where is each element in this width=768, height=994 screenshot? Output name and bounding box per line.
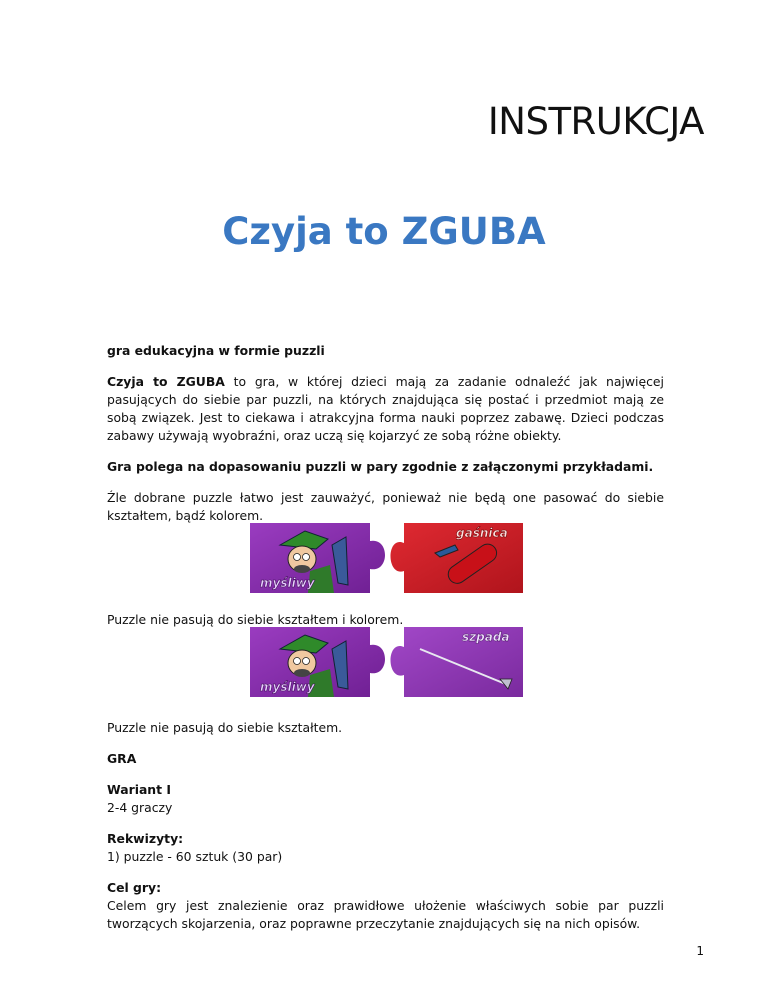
subtitle: gra edukacyjna w formie puzzli [107, 343, 325, 358]
puzzle-right-label-2: szpada [462, 630, 510, 644]
props-title: Rekwizyty: [107, 831, 184, 846]
caption-2: Puzzle nie pasują do siebie kształtem. [107, 720, 343, 735]
caption-1: Puzzle nie pasują do siebie kształtem i kolorem. [107, 612, 404, 627]
puzzle-example-1 [250, 523, 523, 593]
puzzle-left-label-2: myśliwy [260, 680, 315, 694]
puzzle-example-2 [250, 627, 523, 697]
puzzle-right-label-1: gaśnica [456, 526, 508, 540]
variant-players: 2-4 graczy [107, 800, 173, 815]
variant-title: Wariant I [107, 782, 171, 797]
intro-game-name: Czyja to ZGUBA [107, 374, 225, 389]
document-body [107, 342, 664, 525]
intro-text: to gra, w której dzieci mają za zadanie odnaleźć jak najwięcej pasujących do siebie par puzzli, na których znajdująca się postać i przedmiot mają ze sobą związek. Jest to ciekawa i atrakcyjna forma nauki poprzez zabawę. Dzieci podczas zabawy używają wyobraźni, oraz uczą się kojarzyć ze sobą różne obiekty. [107, 374, 664, 443]
document-body-lower [107, 719, 664, 933]
goal-text: Celem gry jest znalezienie oraz prawidłowe ułożenie właściwych sobie par puzzli tworzących skojarzenia, oraz poprawne przeczytanie znajdujących się na nich opisów. [107, 898, 664, 931]
props-item: 1) puzzle - 60 sztuk (30 par) [107, 849, 283, 864]
rule-text: Gra polega na dopasowaniu puzzli w pary zgodnie z załączonymi przykładami. [107, 459, 654, 474]
intro-paragraph [107, 373, 664, 445]
goal-title: Cel gry: [107, 880, 162, 895]
section-heading: GRA [107, 751, 137, 766]
page-title: INSTRUKCJA [487, 100, 704, 143]
page-number: 1 [696, 944, 704, 958]
game-title: Czyja to ZGUBA [222, 210, 546, 253]
puzzle-left-label-1: myśliwy [260, 576, 315, 590]
rule-detail: Źle dobrane puzzle łatwo jest zauważyć, ponieważ nie będą one pasować do siebie kształtem, bądź kolorem. [107, 490, 664, 523]
